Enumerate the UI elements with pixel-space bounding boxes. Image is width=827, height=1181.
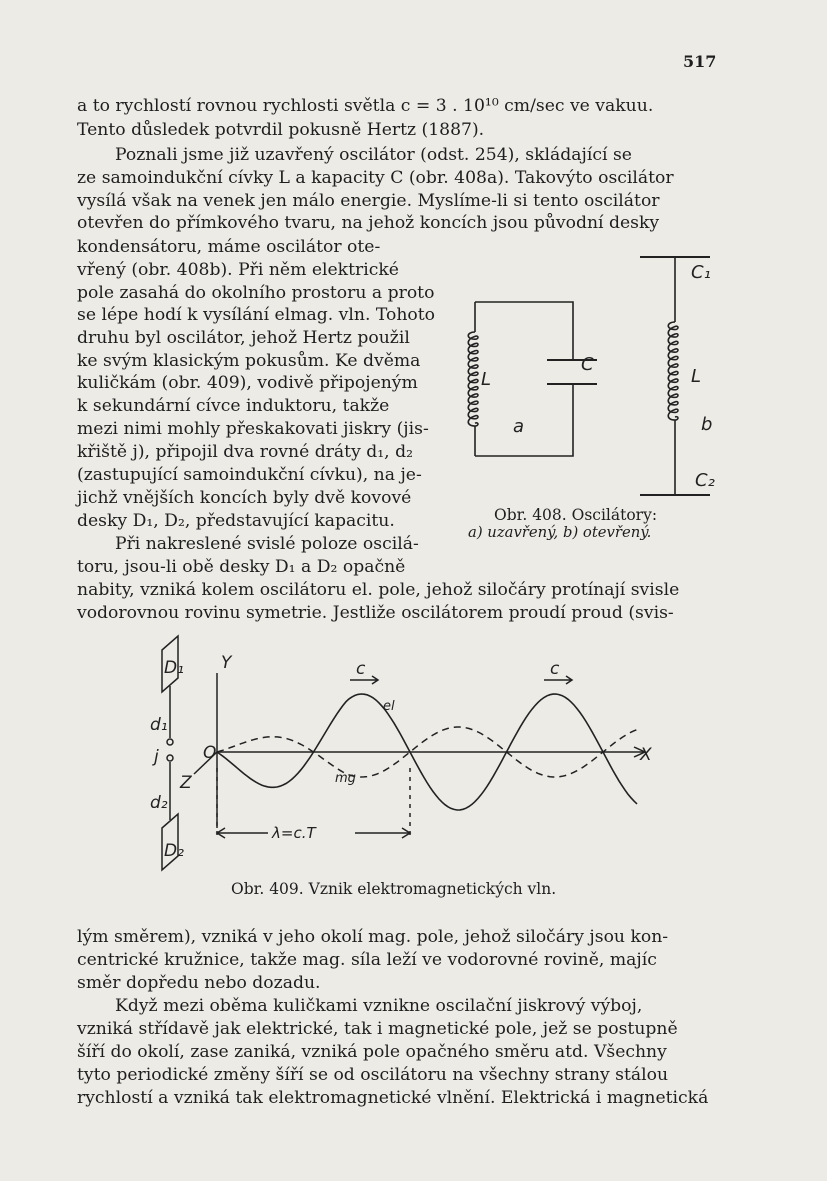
- figure-409-em-waves: [150, 628, 690, 861]
- circuit-wire: [475, 302, 573, 360]
- text-line: druhu byl oscilátor, jehož Hertz použil: [77, 328, 410, 348]
- text-line: se lépe hodí k vysílání elmag. vln. Tohoto: [77, 305, 436, 325]
- text-line: pole zasahá do okolního prostoru a proto: [77, 283, 435, 303]
- text-line: Tento důsledek potvrdil pokusně Hertz (1887).: [77, 120, 485, 140]
- text-line: křiště j), připojil dva rovné dráty d₁, d₂: [77, 442, 413, 462]
- label-a: a: [513, 416, 525, 437]
- label-X: X: [640, 745, 652, 765]
- figure-408-caption: Obr. 408. Oscilátory:: [494, 506, 658, 524]
- text-line: tyto periodické změny šíří se od oscilátoru na všechny strany stálou: [77, 1065, 669, 1085]
- label-Z: Z: [180, 773, 192, 793]
- label-d2: d₂: [150, 793, 168, 813]
- text-line: lým směrem), vzniká v jeho okolí mag. pole, jehož siločáry jsou kon-: [77, 927, 669, 947]
- text-line: kondensátoru, máme oscilátor ote-: [77, 237, 381, 257]
- text-line: mezi nimi mohly přeskakovati jiskry (jis-: [77, 419, 429, 439]
- text-line: ke svým klasickým pokusům. Ke dvěma: [77, 351, 421, 371]
- label-mg: mg: [335, 771, 356, 786]
- spark-ball: [167, 739, 173, 745]
- text-line: Při nakreslené svislé poloze oscilá-: [115, 534, 419, 554]
- label-C1: C₁: [691, 262, 711, 283]
- figure-408-oscillators: [455, 250, 715, 510]
- label-d1: d₁: [150, 715, 168, 735]
- figure-408-caption-2: a) uzavřený, b) otevřený.: [468, 524, 652, 541]
- text-line: k sekundární cívce induktoru, takže: [77, 396, 390, 416]
- text-line: vzniká střídavě jak elektrické, tak i magnetické pole, jež se postupně: [77, 1019, 678, 1039]
- figure-409-caption: Obr. 409. Vznik elektromagnetických vln.: [231, 880, 557, 898]
- inductor-coil-b: [668, 322, 678, 420]
- text-line: otevřen do přímkového tvaru, na jehož koncích jsou původní desky: [77, 213, 660, 233]
- label-c2: c: [550, 659, 560, 679]
- page-number: 517: [683, 52, 717, 71]
- text-line: [77, 96, 722, 116]
- text-line: šíří do okolí, zase zaniká, vzniká pole opačného směru atd. Všechny: [77, 1042, 667, 1062]
- label-L: L: [481, 369, 492, 390]
- text-line: Když mezi oběma kuličkami vznikne oscilační jiskrový výboj,: [115, 996, 643, 1016]
- text-line: desky D₁, D₂, představující kapacitu.: [77, 511, 395, 531]
- label-C: C: [581, 354, 594, 375]
- label-Y: Y: [221, 653, 232, 673]
- label-b: b: [701, 414, 713, 435]
- text-line: ze samoindukční cívky L a kapacity C (obr. 408a). Takovýto oscilátor: [77, 168, 674, 188]
- text-line: vřený (obr. 408b). Při něm elektrické: [77, 260, 399, 280]
- label-lambda: λ=c.T: [272, 824, 316, 842]
- label-c1: c: [356, 659, 366, 679]
- text-line: Poznali jsme již uzavřený oscilátor (odst. 254), skládající se: [115, 145, 632, 165]
- text-line: nabity, vzniká kolem oscilátoru el. pole, jehož siločáry protínají svisle: [77, 580, 680, 600]
- label-L2: L: [691, 366, 702, 387]
- text-line: (zastupující samoindukční cívku), na je-: [77, 465, 422, 485]
- inductor-coil-a: [468, 332, 478, 426]
- text-line: kuličkám (obr. 409), vodivě připojeným: [77, 373, 418, 393]
- label-D1: D₁: [164, 658, 184, 678]
- text-line: vysílá však na venek jen málo energie. Myslíme-li si tento oscilátor: [77, 191, 660, 211]
- label-D2: D₂: [164, 841, 184, 861]
- label-j: j: [154, 747, 159, 767]
- text-line: centrické kružnice, takže mag. síla leží ve vodorovné rovině, majíc: [77, 950, 657, 970]
- text-line: rychlostí a vzniká tak elektromagnetické vlnění. Elektrická i magnetická: [77, 1088, 709, 1108]
- text-line: vodorovnou rovinu symetrie. Jestliže oscilátorem proudí proud (svis-: [77, 603, 674, 623]
- text-line: toru, jsou-li obě desky D₁ a D₂ opačně: [77, 557, 406, 577]
- text-line: jichž vnějších koncích byly dvě kovové: [77, 488, 412, 508]
- label-C2: C₂: [695, 470, 715, 491]
- text-line: směr dopředu nebo dozadu.: [77, 973, 321, 993]
- label-el: el: [383, 699, 395, 714]
- text-line-content: a to rychlostí rovnou rychlosti světla c = 3 . 10¹⁰ cm/sec ve vakuu.: [77, 96, 654, 116]
- label-O: O: [203, 743, 217, 763]
- spark-ball: [167, 755, 173, 761]
